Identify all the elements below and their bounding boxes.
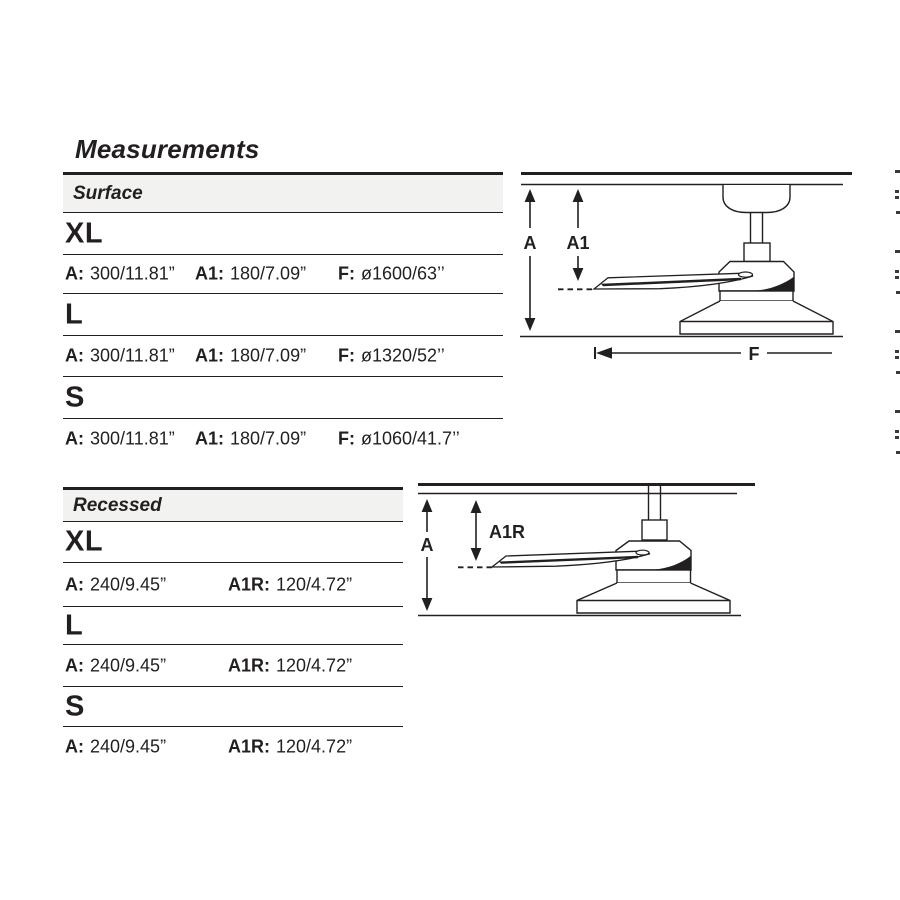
dim-cell: [338, 428, 460, 449]
recessed-row-values-s: [63, 727, 403, 767]
dim-cell: [65, 264, 175, 285]
downrod: [751, 213, 763, 244]
dim-value: 180/7.09”: [230, 345, 307, 366]
size-label: S: [65, 381, 85, 413]
dim-cell: [195, 428, 306, 449]
dim-cell: [65, 655, 166, 676]
size-label: S: [65, 690, 85, 722]
size-label: XL: [65, 217, 104, 249]
page-title: Measurements: [75, 134, 260, 164]
dim-value: 120/4.72”: [276, 655, 353, 675]
dim-label: A:: [65, 736, 84, 757]
cropped-right-edge-fragments: [894, 170, 900, 216]
surface-measurements-table: [63, 172, 503, 458]
dim-label: A1R:: [228, 574, 271, 594]
surface-table-header: [63, 175, 503, 213]
rod-coupling: [744, 243, 770, 262]
surface-header-label: Surface: [73, 182, 143, 204]
dim-label: A1R:: [228, 655, 271, 675]
dim-value: 240/9.45”: [90, 655, 167, 675]
dim-label: A:: [65, 655, 84, 675]
dim-cell: [195, 346, 306, 367]
dim-label: A1:: [195, 428, 225, 448]
dim-value: ø1320/52’’: [361, 345, 445, 366]
dim-cell: [65, 428, 175, 449]
dim-arrow-a: [422, 499, 433, 611]
dim-label-a1r: A1R: [489, 522, 526, 542]
recessed-mount-diagram: [415, 478, 760, 623]
dim-label-a: A: [420, 535, 434, 555]
dim-value: ø1600/63’’: [361, 263, 445, 284]
dim-value: 300/11.81”: [90, 263, 175, 284]
size-label: L: [65, 609, 84, 641]
dim-cell: [195, 264, 306, 285]
dim-label: A1R:: [228, 736, 271, 757]
dim-value: 120/4.72”: [276, 574, 353, 594]
dim-value: 300/11.81”: [90, 345, 175, 366]
dim-cell: [338, 264, 445, 285]
rod-coupling: [642, 520, 667, 540]
recessed-row-size-xl: [63, 522, 403, 563]
recessed-row-values-xl: [63, 563, 403, 607]
lower-band: [617, 570, 691, 583]
dim-arrow-a: [525, 189, 536, 331]
dim-arrow-a1r: [471, 500, 482, 561]
recessed-row-values-l: [63, 645, 403, 687]
cropped-right-edge-fragments: [894, 330, 900, 376]
recessed-header-label: Recessed: [73, 494, 162, 516]
light-skirt: [577, 583, 730, 613]
surface-row-values-s: [63, 419, 503, 458]
dim-value: 240/9.45”: [90, 736, 167, 757]
light-skirt: [680, 301, 833, 334]
dim-label: A:: [65, 574, 84, 594]
recessed-measurements-table: [63, 487, 403, 767]
dim-value: ø1060/41.7’’: [361, 428, 460, 448]
ceiling-lines: [521, 174, 852, 185]
dim-label: F:: [338, 263, 355, 284]
dim-cell: [65, 737, 166, 758]
dim-cell: [228, 737, 352, 758]
dim-label: A:: [65, 263, 84, 284]
dim-value: 180/7.09”: [230, 428, 307, 448]
cropped-right-edge-fragments: [894, 250, 900, 296]
dim-label: F:: [338, 428, 355, 448]
size-label: XL: [65, 525, 104, 558]
downrod: [649, 486, 661, 520]
recessed-table-header: [63, 490, 403, 522]
recessed-row-size-l: [63, 607, 403, 645]
surface-row-size-xl: [63, 213, 503, 255]
surface-row-values-xl: [63, 255, 503, 294]
surface-row-values-l: [63, 336, 503, 377]
dim-label: A1:: [195, 345, 225, 366]
dim-line-f: [595, 347, 832, 359]
dim-label-a: A: [523, 233, 537, 253]
ceiling-lines: [418, 485, 755, 494]
lower-band: [720, 291, 793, 301]
dim-cell: [338, 346, 445, 367]
dim-label: F:: [338, 345, 355, 366]
dim-label: A:: [65, 428, 84, 448]
dim-label: A:: [65, 345, 84, 366]
dim-label-f: F: [748, 344, 760, 364]
dim-value: 120/4.72”: [276, 736, 353, 757]
canopy: [723, 185, 790, 213]
surface-row-size-s: [63, 377, 503, 419]
dim-cell: [65, 574, 166, 595]
surface-mount-diagram: [515, 165, 900, 380]
recessed-row-size-s: [63, 687, 403, 727]
dim-label: A1:: [195, 263, 225, 284]
cropped-right-edge-fragments: [894, 410, 900, 456]
dim-value: 240/9.45”: [90, 574, 167, 594]
dim-cell: [228, 574, 352, 595]
dim-value: 180/7.09”: [230, 263, 307, 284]
dim-label-a1: A1: [566, 233, 590, 253]
dim-value: 300/11.81”: [90, 428, 175, 448]
surface-row-size-l: [63, 294, 503, 336]
size-label: L: [65, 298, 84, 330]
dim-cell: [65, 346, 175, 367]
dim-cell: [228, 655, 352, 676]
